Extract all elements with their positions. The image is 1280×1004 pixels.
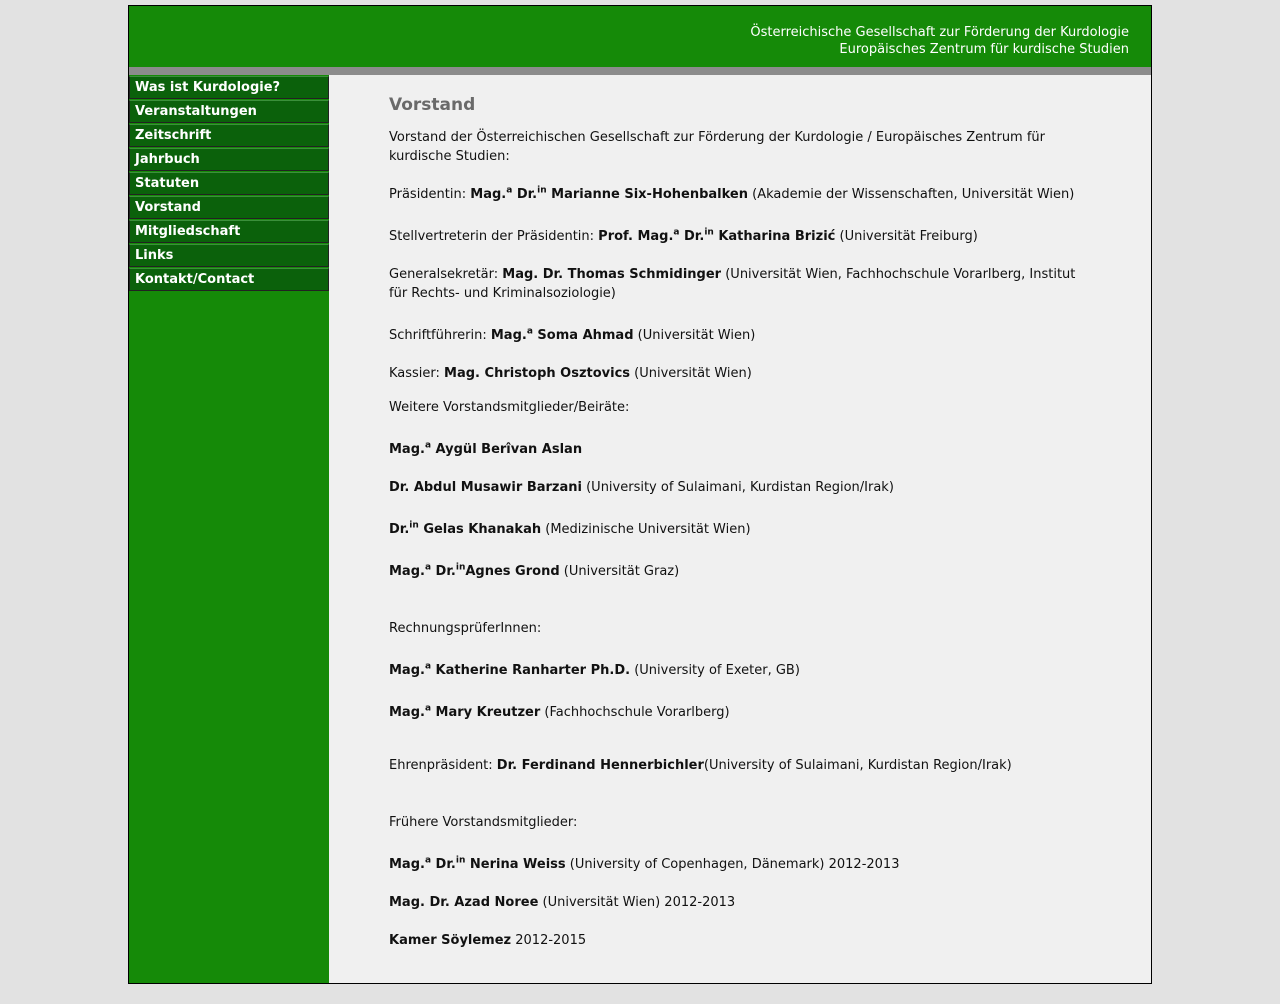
affiliation: (Universität Freiburg) xyxy=(835,229,978,244)
nav-item-veranstaltungen[interactable]: Veranstaltungen xyxy=(129,100,329,123)
affiliation: 2012-2015 xyxy=(511,933,587,948)
affiliation: (Medizinische Universität Wien) xyxy=(541,522,751,537)
member-entry xyxy=(389,562,679,581)
person-name: Mag.$^a$ Soma Ahmad xyxy=(490,326,634,343)
person-name: Mag.$^a$ Katherine Ranharter Ph.D. xyxy=(389,661,631,678)
nav-item-zeitschrift[interactable]: Zeitschrift xyxy=(129,124,329,147)
person-name: Dr. Ferdinand Hennerbichler xyxy=(496,758,704,773)
person-name: Mag.$^a$ Mary Kreutzer xyxy=(389,703,541,720)
role-label: Schriftführerin: xyxy=(389,328,491,343)
treasurer-entry xyxy=(389,364,752,383)
person-name: Mag.$^a$ Aygül Berîvan Aslan xyxy=(389,440,583,457)
role-label: Generalsekretär: xyxy=(389,267,503,282)
writer-entry xyxy=(389,326,755,345)
person-name: Dr.$^{in}$ Gelas Khanakah xyxy=(389,520,542,537)
main-content xyxy=(329,75,1151,983)
president-entry xyxy=(389,185,1074,204)
affiliation: (Universität Wien) xyxy=(630,366,752,381)
member-entry xyxy=(389,520,751,539)
person-name: Mag. Dr. Thomas Schmidinger xyxy=(502,267,722,282)
affiliation: (Universität Wien, Fachhochschule Vorarlberg, Institut für Rechts- und Kriminalsoziologie) xyxy=(389,267,1076,301)
nav-item-kontakt[interactable]: Kontakt/Contact xyxy=(129,268,329,291)
person-name: Mag. Dr. Azad Noree xyxy=(389,895,539,910)
page-title: Vorstand xyxy=(389,95,476,115)
affiliation: (University of Sulaimani, Kurdistan Region/Irak) xyxy=(703,758,1012,773)
affiliation: (Fachhochschule Vorarlberg) xyxy=(540,705,730,720)
affiliation: (Akademie der Wissenschaften, Universität Wien) xyxy=(748,187,1075,202)
affiliation: (University of Sulaimani, Kurdistan Region/Irak) xyxy=(581,480,894,495)
auditor-entry xyxy=(389,703,730,722)
affiliation: (Universität Wien) xyxy=(633,328,756,343)
further-members-heading: Weitere Vorstandsmitglieder/Beiräte: xyxy=(389,400,630,415)
page-container xyxy=(128,5,1152,984)
person-name: Mag.$^a$ Dr.$^{in}$ Marianne Six-Hohenbalken xyxy=(470,185,748,202)
header-org-subtitle: Europäisches Zentrum für kurdische Studien xyxy=(839,42,1129,57)
nav-item-mitgliedschaft[interactable]: Mitgliedschaft xyxy=(129,220,329,243)
vice-president-entry xyxy=(389,227,978,246)
person-name: Mag.$^a$ Dr.$^{in}$Agnes Grond xyxy=(389,562,560,579)
former-members-heading: Frühere Vorstandsmitglieder: xyxy=(389,815,578,830)
role-label: Ehrenpräsident: xyxy=(389,758,497,773)
nav-item-jahrbuch[interactable]: Jahrbuch xyxy=(129,148,329,171)
former-member-entry xyxy=(389,931,586,950)
former-member-entry xyxy=(389,893,735,912)
person-name: Mag. Christoph Osztovics xyxy=(444,366,631,381)
secretary-entry xyxy=(389,265,1089,303)
sidebar xyxy=(129,75,329,983)
auditors-heading: RechnungsprüferInnen: xyxy=(389,621,542,636)
role-label: Kassier: xyxy=(389,366,445,381)
affiliation: (Universität Graz) xyxy=(559,564,680,579)
person-name: Prof. Mag.$^a$ Dr.$^{in}$ Katharina Brizić xyxy=(598,227,836,244)
header-divider xyxy=(129,67,1151,75)
nav-item-statuten[interactable]: Statuten xyxy=(129,172,329,195)
nav-item-vorstand[interactable]: Vorstand xyxy=(129,196,329,219)
site-header xyxy=(129,6,1151,67)
header-org-name: Österreichische Gesellschaft zur Förderung der Kurdologie xyxy=(750,25,1129,40)
member-entry xyxy=(389,478,894,497)
affiliation: (University of Exeter, GB) xyxy=(630,663,800,678)
intro-text: Vorstand der Österreichischen Gesellschaft zur Förderung der Kurdologie / Europäisches Zentrum für kurdische Studien: xyxy=(389,130,1046,164)
nav-item-links[interactable]: Links xyxy=(129,244,329,267)
member-entry xyxy=(389,440,582,459)
former-member-entry xyxy=(389,855,899,874)
honorary-president-entry xyxy=(389,756,1012,775)
nav-item-was-ist-kurdologie[interactable]: Was ist Kurdologie? xyxy=(129,76,329,99)
role-label: Stellvertreterin der Präsidentin: xyxy=(389,229,599,244)
affiliation: (University of Copenhagen, Dänemark) 2012-2013 xyxy=(565,857,900,872)
person-name: Kamer Söylemez xyxy=(389,933,512,948)
auditor-entry xyxy=(389,661,800,680)
affiliation: (Universität Wien) 2012-2013 xyxy=(538,895,736,910)
main-nav xyxy=(129,76,329,292)
person-name: Dr. Abdul Musawir Barzani xyxy=(389,480,582,495)
role-label: Präsidentin: xyxy=(389,187,471,202)
person-name: Mag.$^a$ Dr.$^{in}$ Nerina Weiss xyxy=(389,855,566,872)
